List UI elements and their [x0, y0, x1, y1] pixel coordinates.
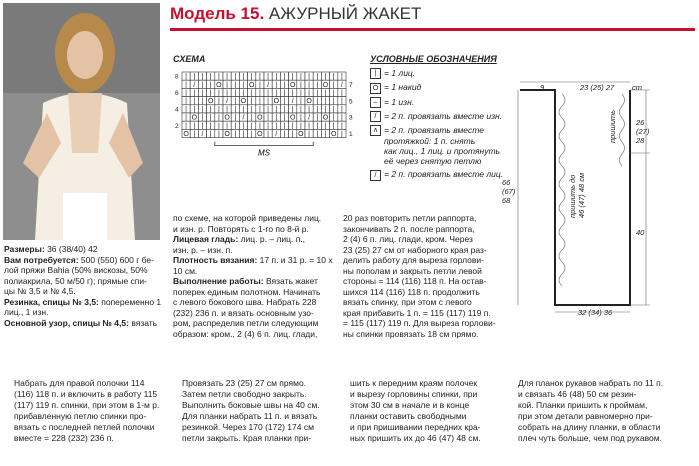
knit-symbol: |: [291, 122, 294, 130]
knit-symbol: |: [258, 73, 261, 81]
knit-symbol: |: [332, 90, 335, 97]
knit-symbol: |: [324, 122, 327, 130]
row-number-right: 1: [349, 131, 353, 139]
decrease-symbol: /: [308, 114, 311, 122]
knit-symbol: |: [217, 106, 220, 114]
knit-symbol: |: [267, 106, 270, 114]
knit-symbol: |: [340, 90, 343, 97]
yarn-over-symbol: O: [207, 98, 214, 106]
page-title: [170, 4, 421, 24]
legend-item: – = 1 изн.: [370, 97, 503, 108]
knit-symbol: |: [316, 106, 319, 114]
knit-symbol: |: [209, 122, 212, 130]
knit-symbol: |: [185, 98, 188, 106]
knit-symbol: |: [250, 90, 253, 97]
knit-symbol: |: [234, 90, 237, 97]
knit-symbol: |: [242, 131, 245, 138]
knit-symbol: |: [234, 98, 237, 106]
sew-label-upper: пришить: [608, 109, 617, 143]
knit-symbol: |: [332, 122, 335, 130]
knit-symbol: |: [242, 73, 245, 81]
knit-symbol: |: [316, 114, 319, 122]
yarn-over-symbol: O: [289, 114, 296, 122]
knit-symbol: |: [234, 73, 237, 81]
yarn-over-symbol: O: [248, 81, 255, 89]
knit-symbol: |: [217, 73, 220, 81]
knit-symbol: |: [226, 122, 229, 130]
knit-symbol: |: [332, 114, 335, 122]
knit-symbol: |: [234, 122, 237, 130]
decrease-symbol: /: [193, 81, 196, 89]
knit-symbol: |: [209, 131, 212, 138]
knit-symbol: |: [258, 106, 261, 114]
yarn-over-symbol: O: [257, 114, 263, 122]
knit-symbol: |: [234, 81, 237, 89]
knit-symbol: |: [340, 114, 343, 122]
purl-symbol-icon: –: [370, 97, 381, 108]
top-width-dim: 23 (25) 27: [580, 83, 615, 92]
knit-symbol: |: [324, 106, 327, 114]
knit-symbol: |: [217, 98, 220, 106]
model-number: Модель 15.: [170, 4, 265, 23]
pattern-outline: [510, 78, 699, 318]
right-upper-dims: 26 (27) 28: [636, 118, 650, 145]
knit-symbol: |: [316, 90, 319, 97]
knit-symbol: |: [185, 122, 188, 130]
yarn-over-symbol: O: [330, 131, 337, 138]
materials-block: Размеры: 36 (38/40) 42 Вам потребуется: 500 (550) 600 г бе- лой пряжи Bahia (50% вискозы, 50% полиакрила, 50 м/50 г); прямые спи- цы № 3,5 и № 4,5. Резинка, спицы № 3,5: попеременно 1 лиц., 1 изн. Основной узор, спицы № 4,5: вязать: [4, 244, 162, 328]
yarn-over-symbol: O: [191, 114, 198, 122]
knit-symbol-icon: |: [370, 68, 381, 79]
knit-symbol: |: [242, 90, 245, 97]
knitting-chart-grid: [172, 64, 357, 194]
knit-symbol: |: [340, 98, 343, 106]
cm-unit: cm: [632, 83, 642, 92]
knit-symbol: |: [250, 131, 253, 138]
knit-symbol: |: [201, 122, 204, 130]
knit-symbol: |: [193, 73, 196, 81]
row-number-right: 7: [349, 81, 353, 89]
row-number-left: 6: [175, 90, 179, 98]
sew-label-lower: пришить до 46 (47) 48 см: [568, 172, 586, 218]
knit-symbol: |: [185, 90, 188, 97]
yarn-over-symbol: O: [322, 81, 329, 89]
knit-symbol: |: [340, 73, 343, 81]
knit-symbol: |: [324, 90, 327, 97]
knit-symbol: |: [299, 73, 302, 81]
decrease-symbol: /: [226, 98, 229, 106]
repeat-label: MS: [258, 148, 270, 158]
knit-symbol: |: [340, 131, 343, 138]
knit-symbol: |: [250, 98, 253, 106]
yarn-over-symbol: O: [183, 131, 189, 138]
yarn-over-symbol: O: [322, 114, 329, 122]
yarn-over-symbol: O: [224, 131, 230, 138]
knit-symbol: |: [242, 122, 245, 130]
knit-symbol: |: [291, 106, 294, 114]
yarn-over-symbol-icon: O: [370, 83, 381, 94]
knit-symbol: |: [242, 81, 245, 89]
knit-symbol: |: [185, 106, 188, 114]
row-number-left: 8: [175, 73, 179, 81]
knit-symbol: |: [258, 90, 261, 97]
bottom-col-2: Провязать 23 (25) 27 см прямо. Затем петли свободно закрыть. Выполнить боковые швы на 40 см. Для планки набрать 11 п. и вязать резинкой. Через 170 (172) 174 см петли закрыть. Края планки при-: [182, 378, 320, 443]
knit-symbol: |: [299, 90, 302, 97]
knit-symbol: |: [275, 81, 278, 89]
knit-symbol: |: [324, 73, 327, 81]
knit-symbol: |: [201, 106, 204, 114]
knit-symbol: |: [267, 114, 270, 122]
knit-symbol: |: [275, 106, 278, 114]
knit-symbol: |: [316, 98, 319, 106]
knit-symbol: |: [209, 90, 212, 97]
knit-symbol: |: [316, 73, 319, 81]
knit-symbol: |: [185, 73, 188, 81]
left-top-dim: 9: [540, 83, 545, 92]
knit-symbol: |: [201, 90, 204, 97]
knit-symbol: |: [250, 114, 253, 122]
yarn-over-symbol: O: [306, 98, 312, 106]
knit-symbol: |: [332, 73, 335, 81]
knit-symbol: |: [283, 131, 286, 138]
knit-symbol: |: [209, 81, 212, 89]
knit-symbol: |: [308, 73, 311, 81]
knit-symbol: |: [283, 73, 286, 81]
knit-symbol: |: [291, 90, 294, 97]
knit-symbol: |: [193, 131, 196, 138]
knit-symbol: |: [217, 131, 220, 138]
legend-item: O = 1 накид: [370, 82, 503, 93]
knit-symbol: |: [217, 90, 220, 97]
knit-symbol: |: [201, 98, 204, 106]
knitting-chart: [172, 64, 357, 194]
legend-list: [370, 68, 503, 181]
knit-symbol: |: [258, 122, 261, 130]
legend-item: / = 2 п. провязать вместе лиц.: [370, 169, 503, 180]
bottom-col-4: Для планок рукавов набрать по 11 п. и связать 46 (48) 50 см резин- кой. Планки пришить к проймам, при этом детали равномерно при- собрать на длину планки, в области плеч чуть больше, чем под рукавом.: [518, 378, 664, 443]
knit-symbol: |: [332, 106, 335, 114]
knit-symbol: |: [308, 131, 311, 138]
knit-symbol: |: [299, 81, 302, 89]
knit-symbol: |: [209, 114, 212, 122]
knit-symbol: |: [308, 106, 311, 114]
knit-symbol: |: [316, 131, 319, 138]
knit-symbol: |: [340, 106, 343, 114]
decrease-symbol: /: [201, 131, 204, 138]
knit-symbol: |: [226, 106, 229, 114]
knit-symbol: |: [201, 114, 204, 122]
knit-symbol: |: [340, 122, 343, 130]
knit-symbol: |: [324, 131, 327, 138]
knit-symbol: |: [308, 122, 311, 130]
knit-symbol: |: [217, 114, 220, 122]
title-rule: [170, 28, 695, 31]
knit-symbol: |: [283, 106, 286, 114]
yarn-over-symbol: O: [240, 98, 247, 106]
knit-symbol: |: [291, 131, 294, 138]
instructions-col-3: 20 раз повторить петли раппорта, закончивать 2 п. после раппорта, 2 (4) 6 п. лиц. глади, кром. Через 23 (25) 27 см от наборного края раз- делить работу для выреза горлови- ны пополам и закрыть петли левой стороны = 114 (116) 118 п. На остав- шихся 114 (116) 118 п. продолжить вязать спинку, при этом с левого края прибавить 1 п. = 115 (117) 119 п. = 115 (117) 119 п. Для выреза горлови- ны спинки провязать 18 см прямо.: [343, 213, 496, 339]
row-number-right: 3: [349, 114, 353, 122]
knit-symbol: |: [299, 106, 302, 114]
knit-symbol: |: [324, 98, 327, 106]
knit-symbol: |: [299, 98, 302, 106]
yarn-over-symbol: O: [289, 81, 296, 89]
knit-symbol: |: [250, 106, 253, 114]
knit-symbol: |: [193, 90, 196, 97]
knit-symbol: |: [193, 122, 196, 130]
knit-symbol: |: [226, 73, 229, 81]
knit-symbol: |: [250, 73, 253, 81]
knit-symbol: |: [275, 73, 278, 81]
legend-item: / = 2 п. провязать вместе изн.: [370, 111, 503, 122]
knit-symbol: |: [308, 90, 311, 97]
knit-symbol: |: [234, 114, 237, 122]
knit-symbol: |: [250, 122, 253, 130]
legend-item: ∧ = 2 п. провязать вместе: [370, 125, 503, 136]
right-lower-dim: 40: [636, 228, 645, 237]
decrease-symbol: /: [242, 114, 245, 122]
knit-symbol: |: [209, 106, 212, 114]
legend-item-cont: её через снятую петлю: [384, 156, 482, 167]
knit-symbol: |: [267, 90, 270, 97]
knit-symbol: |: [258, 81, 261, 89]
purl-two-together-icon: /: [370, 111, 381, 122]
knit-symbol: |: [226, 81, 229, 89]
knit-symbol: |: [267, 131, 270, 138]
legend-item: | = 1 лиц.: [370, 68, 503, 79]
scheme-title: СХЕМА: [173, 54, 206, 64]
knit-symbol: |: [193, 106, 196, 114]
yarn-over-symbol: O: [257, 131, 263, 138]
knit-symbol: |: [275, 122, 278, 130]
knit-two-together-icon: /: [370, 170, 381, 181]
knit-symbol: |: [275, 114, 278, 122]
knit-symbol: |: [283, 90, 286, 97]
yarn-over-symbol: O: [216, 81, 222, 89]
yarn-over-symbol: O: [273, 98, 280, 106]
knit-symbol: |: [185, 114, 188, 122]
knit-symbol: |: [299, 114, 302, 122]
knit-symbol: |: [217, 122, 220, 130]
knit-symbol: |: [316, 81, 319, 89]
knit-symbol: |: [258, 98, 261, 106]
yarn-over-symbol: O: [298, 131, 304, 138]
left-height-dims: 66 (67) 68: [502, 178, 516, 205]
knit-symbol: |: [299, 122, 302, 130]
legend-title: УСЛОВНЫЕ ОБОЗНАЧЕНИЯ: [370, 54, 497, 64]
knit-symbol: |: [332, 98, 335, 106]
knit-symbol: |: [283, 122, 286, 130]
knit-symbol: |: [275, 90, 278, 97]
knit-symbol: |: [267, 98, 270, 106]
decrease-symbol: /: [267, 81, 270, 89]
knit-symbol: |: [267, 73, 270, 81]
yarn-over-symbol: O: [224, 114, 230, 122]
slip-decrease-icon: ∧: [370, 125, 381, 136]
legend-item-cont: как лиц., 1 лиц. и протянуть: [384, 146, 500, 157]
knit-symbol: |: [283, 98, 286, 106]
legend-item-cont: протяжкой: 1 п. снять: [384, 136, 476, 147]
knit-symbol: |: [234, 106, 237, 114]
knit-symbol: |: [201, 73, 204, 81]
model-photo: [3, 3, 160, 240]
knit-symbol: |: [185, 81, 188, 89]
knit-symbol: |: [316, 122, 319, 130]
garment-pattern-diagram: [502, 78, 699, 318]
repeat-bracket: [215, 142, 313, 146]
knit-symbol: |: [242, 106, 245, 114]
knit-symbol: |: [283, 114, 286, 122]
knit-symbol: |: [332, 81, 335, 89]
knit-symbol: |: [209, 73, 212, 81]
bottom-width-dim: 32 (34) 36: [578, 308, 613, 317]
knit-symbol: |: [283, 81, 286, 89]
bottom-col-1: Набрать для правой полочки 114 (116) 118 п. и включить в работу 115 (117) 119 п. спинки, при этом в 1-м р. прибавленную петлю спинки про- вязать с последней петлей полочки вместе = 228 (232) 236 п.: [14, 378, 160, 443]
decrease-symbol: /: [291, 98, 294, 106]
woman-photo-illustration: [3, 3, 160, 240]
bottom-col-3: шить к передним краям полочек и вырезу горловины спинки, при этом 30 см в начале и в конце планки оставить свободными и при пришивании передних кра- ных пришить их до 46 (47) 48 см.: [350, 378, 481, 443]
knit-symbol: |: [267, 122, 270, 130]
row-number-left: 2: [175, 122, 179, 130]
row-number-right: 5: [349, 98, 353, 106]
model-name: АЖУРНЫЙ ЖАКЕТ: [268, 4, 422, 23]
knit-symbol: |: [193, 98, 196, 106]
knit-symbol: |: [226, 90, 229, 97]
row-number-left: 4: [175, 106, 179, 114]
knit-symbol: |: [234, 131, 237, 138]
knit-symbol: |: [291, 73, 294, 81]
decrease-symbol: /: [340, 81, 343, 89]
knit-symbol: |: [308, 81, 311, 89]
decrease-symbol: /: [275, 131, 278, 138]
knit-symbol: |: [201, 81, 204, 89]
instructions-col-2: по схеме, на которой приведены лиц. и изн. р. Повторять с 1-го по 8-й р. Лицевая гладь: лиц. р. – лиц. п., изн. р. – изн. п. Плотность вязания: 17 п. и 31 р. = 10 х 10 см. Выполнение работы: Вязать жакет поперек единым полотном. Начинать с левого бокового шва. Набрать 228 (232) 236 п. и вязать основным узо- ром, распределив петли следующим образом: кром., 2 (4) 6 п. лиц. глади,: [173, 213, 333, 339]
